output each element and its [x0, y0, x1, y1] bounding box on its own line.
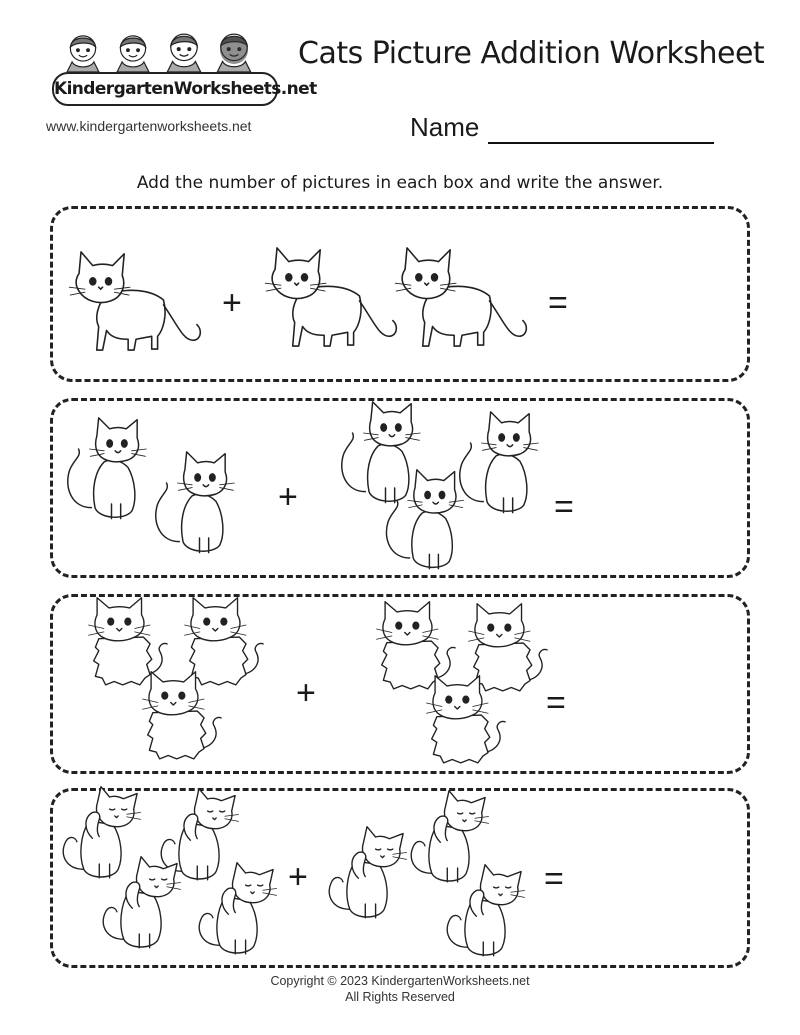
equals-sign: =: [546, 684, 566, 722]
plus-sign: +: [278, 478, 298, 516]
rights-text: All Rights Reserved: [345, 990, 455, 1004]
cat-icon: [134, 670, 228, 764]
site-url: www.kindergartenworksheets.net: [46, 118, 252, 134]
plus-sign: +: [288, 858, 308, 896]
equals-sign: =: [544, 860, 564, 898]
kid-icon: [67, 36, 99, 72]
cat-icon: [418, 674, 512, 768]
name-label: Name: [410, 112, 480, 142]
footer: [0, 973, 800, 1005]
copyright-text: Copyright © 2023 KindergartenWorksheets.net: [270, 974, 530, 988]
kid-icon: [217, 34, 250, 72]
cat-icon: [98, 856, 184, 952]
instructions: Add the number of pictures in each box and write the answer.: [136, 173, 664, 193]
cat-icon: [392, 242, 532, 350]
plus-sign: +: [296, 674, 316, 712]
kid-icon: [117, 36, 149, 72]
cat-icon: [442, 864, 528, 960]
cat-icon: [194, 862, 280, 958]
name-field[interactable]: [488, 142, 714, 144]
plus-sign: +: [222, 284, 242, 322]
kid-icon: [167, 34, 200, 72]
cat-icon: [452, 410, 544, 520]
equals-sign: =: [548, 284, 568, 322]
cat-icon: [148, 450, 240, 560]
cat-icon: [324, 826, 410, 922]
cat-icon: [60, 416, 152, 526]
page-title: Cats Picture Addition Worksheet: [298, 36, 765, 71]
cat-icon: [66, 246, 206, 354]
equals-sign: =: [554, 488, 574, 526]
cat-icon: [262, 242, 402, 350]
logo-text: KindergartenWorksheets.net: [52, 72, 278, 106]
